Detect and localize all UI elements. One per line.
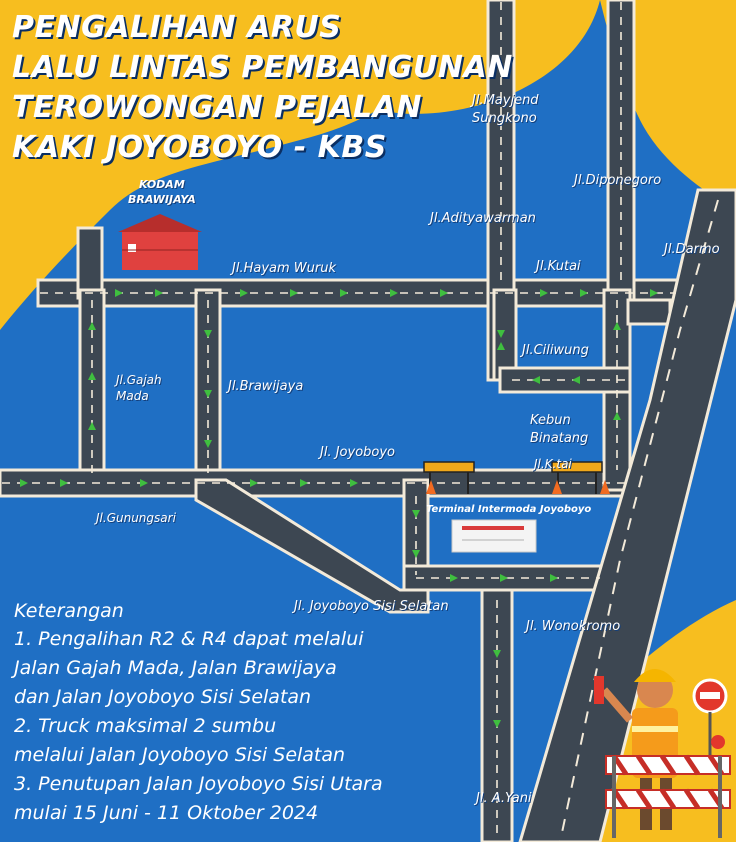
label-diponegoro: Jl.Diponegoro: [574, 173, 662, 188]
label-mayjend-sungkono: Jl.Mayjend Sungkono: [472, 93, 539, 126]
label-joyoboyo-sisi-selatan: Jl. Joyoboyo Sisi Selatan: [294, 599, 449, 614]
label-adityawarman: Jl.Adityawarman: [430, 211, 536, 226]
legend-line-2: Jalan Gajah Mada, Jalan Brawijaya: [14, 657, 337, 679]
label-terminal: Terminal Intermoda Joyoboyo: [426, 504, 592, 515]
label-ciliwung: Jl.Ciliwung: [522, 343, 589, 358]
label-a-yani: Jl. A.Yani: [476, 791, 532, 806]
label-brawijaya: Jl.Brawijaya: [228, 379, 304, 394]
title-line-2: LALU LINTAS PEMBANGUNAN: [12, 50, 513, 85]
legend-line-5: melalui Jalan Joyoboyo Sisi Selatan: [14, 744, 346, 766]
legend-line-1: 1. Pengalihan R2 & R4 dapat melalui: [14, 628, 364, 650]
label-wonokromo: Jl. Wonokromo: [526, 619, 621, 634]
road-gunungsari: [196, 480, 428, 612]
legend-line-7: mulai 15 Juni - 11 Oktober 2024: [14, 802, 319, 824]
label-kutai: Jl.Kutai: [536, 259, 581, 274]
label-kodam: KODAM BRAWIJAYA: [128, 178, 196, 206]
label-joyoboyo: Jl. Joyoboyo: [320, 445, 395, 460]
legend-heading: Keterangan: [14, 600, 124, 622]
terminal-building-icon: [452, 520, 536, 552]
title-line-1: PENGALIHAN ARUS: [12, 10, 342, 45]
label-jl-ktai: Jl.K.tai: [534, 457, 572, 471]
label-hayam-wuruk: Jl.Hayam Wuruk: [232, 261, 336, 276]
label-gajah-mada: Jl.Gajah Mada: [116, 373, 162, 404]
title-line-3: TEROWONGAN PEJALAN: [12, 90, 422, 125]
label-gunungsari: Jl.Gunungsari: [96, 511, 176, 525]
kodam-building-icon: [118, 214, 202, 270]
label-kebun-binatang: Kebun Binatang: [530, 413, 589, 446]
legend-line-3: dan Jalan Joyoboyo Sisi Selatan: [14, 686, 312, 708]
legend-line-4: 2. Truck maksimal 2 sumbu: [14, 715, 277, 737]
label-darmo: Jl.Darmo: [664, 242, 720, 257]
legend-line-6: 3. Penutupan Jalan Joyoboyo Sisi Utara: [14, 773, 383, 795]
title-line-4: KAKI JOYOBOYO - KBS: [12, 130, 387, 165]
